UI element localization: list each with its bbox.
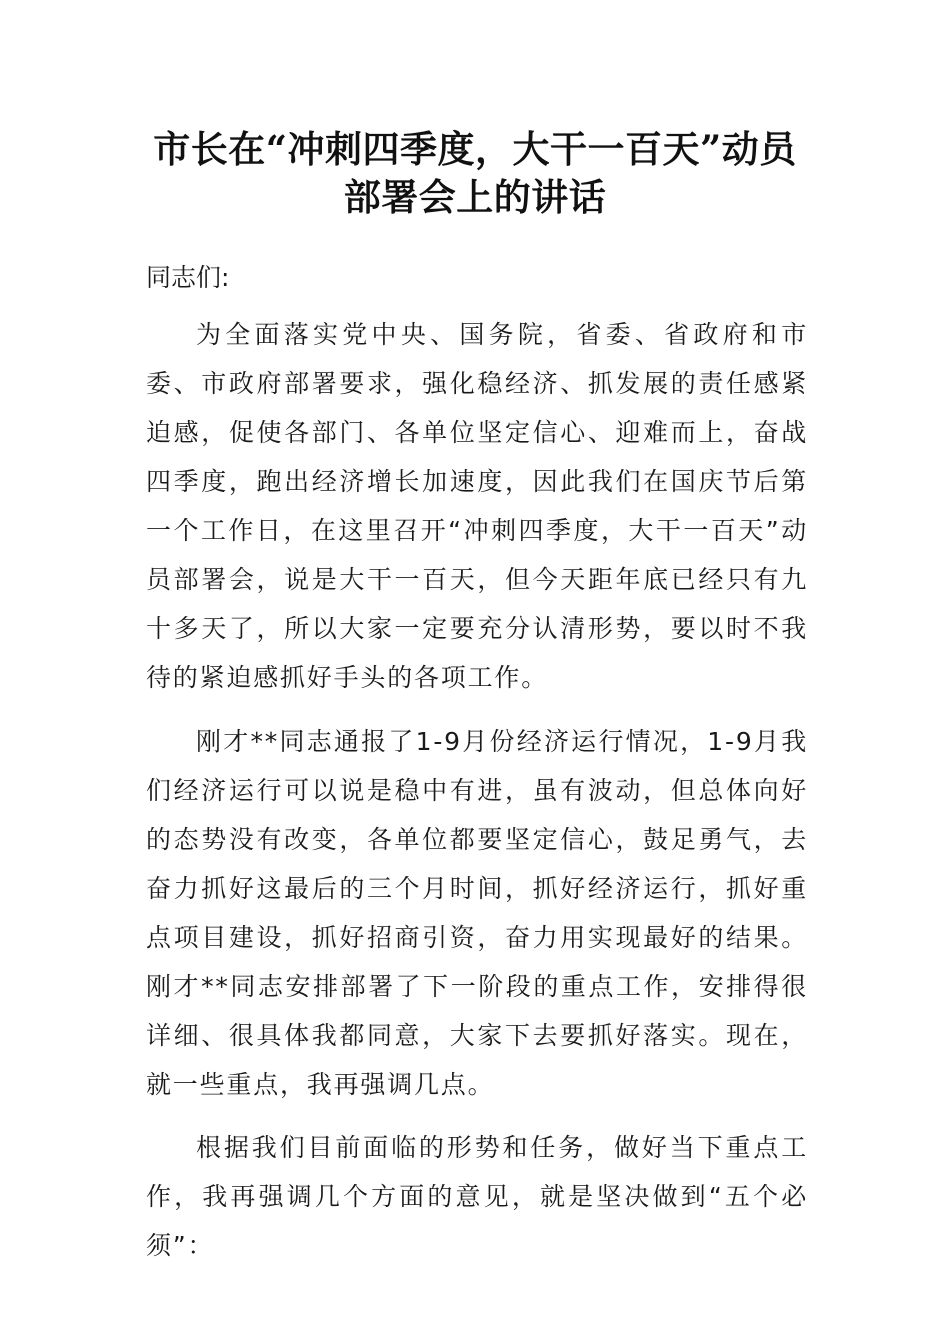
paragraph-1: 为全面落实党中央、国务院，省委、省政府和市委、市政府部署要求，强化稳经济、抓发展的责任感紧迫感，促使各部门、各单位坚定信心、迎难而上，奋战四季度，跑出经济增长加速度，因此我们在国庆节后第一个工作日，在这里召开“冲刺四季度，大干一百天”动员部署会，说是大干一百天，但今天距年底已经只有九十多天了，所以大家一定要充分认清形势，要以时不我待的紧迫感抓好手头的各项工作。 (146, 320, 808, 692)
paragraph-2: 刚才**同志通报了1-9月份经济运行情况，1-9月我们经济运行可以说是稳中有进，虽有波动，但总体向好的态势没有改变，各单位都要坚定信心，鼓足勇气，去奋力抓好这最后的三个月时间，抓好经济运行，抓好重点项目建设，抓好招商引资，奋力用实现最好的结果。刚才**同志安排部署了下一阶段的重点工作，安排得很详细、很具体我都同意，大家下去要抓好落实。现在，就一些重点，我再强调几点。 (146, 727, 808, 1099)
document-title-line-1: 市长在“冲刺四季度，大干一百天”动员 (153, 127, 797, 171)
greeting: 同志们: (146, 263, 230, 292)
document-title-line-2: 部署会上的讲话 (343, 175, 607, 219)
paragraph-3: 根据我们目前面临的形势和任务，做好当下重点工作，我再强调几个方面的意见，就是坚决做到“五个必须”： (146, 1133, 808, 1260)
